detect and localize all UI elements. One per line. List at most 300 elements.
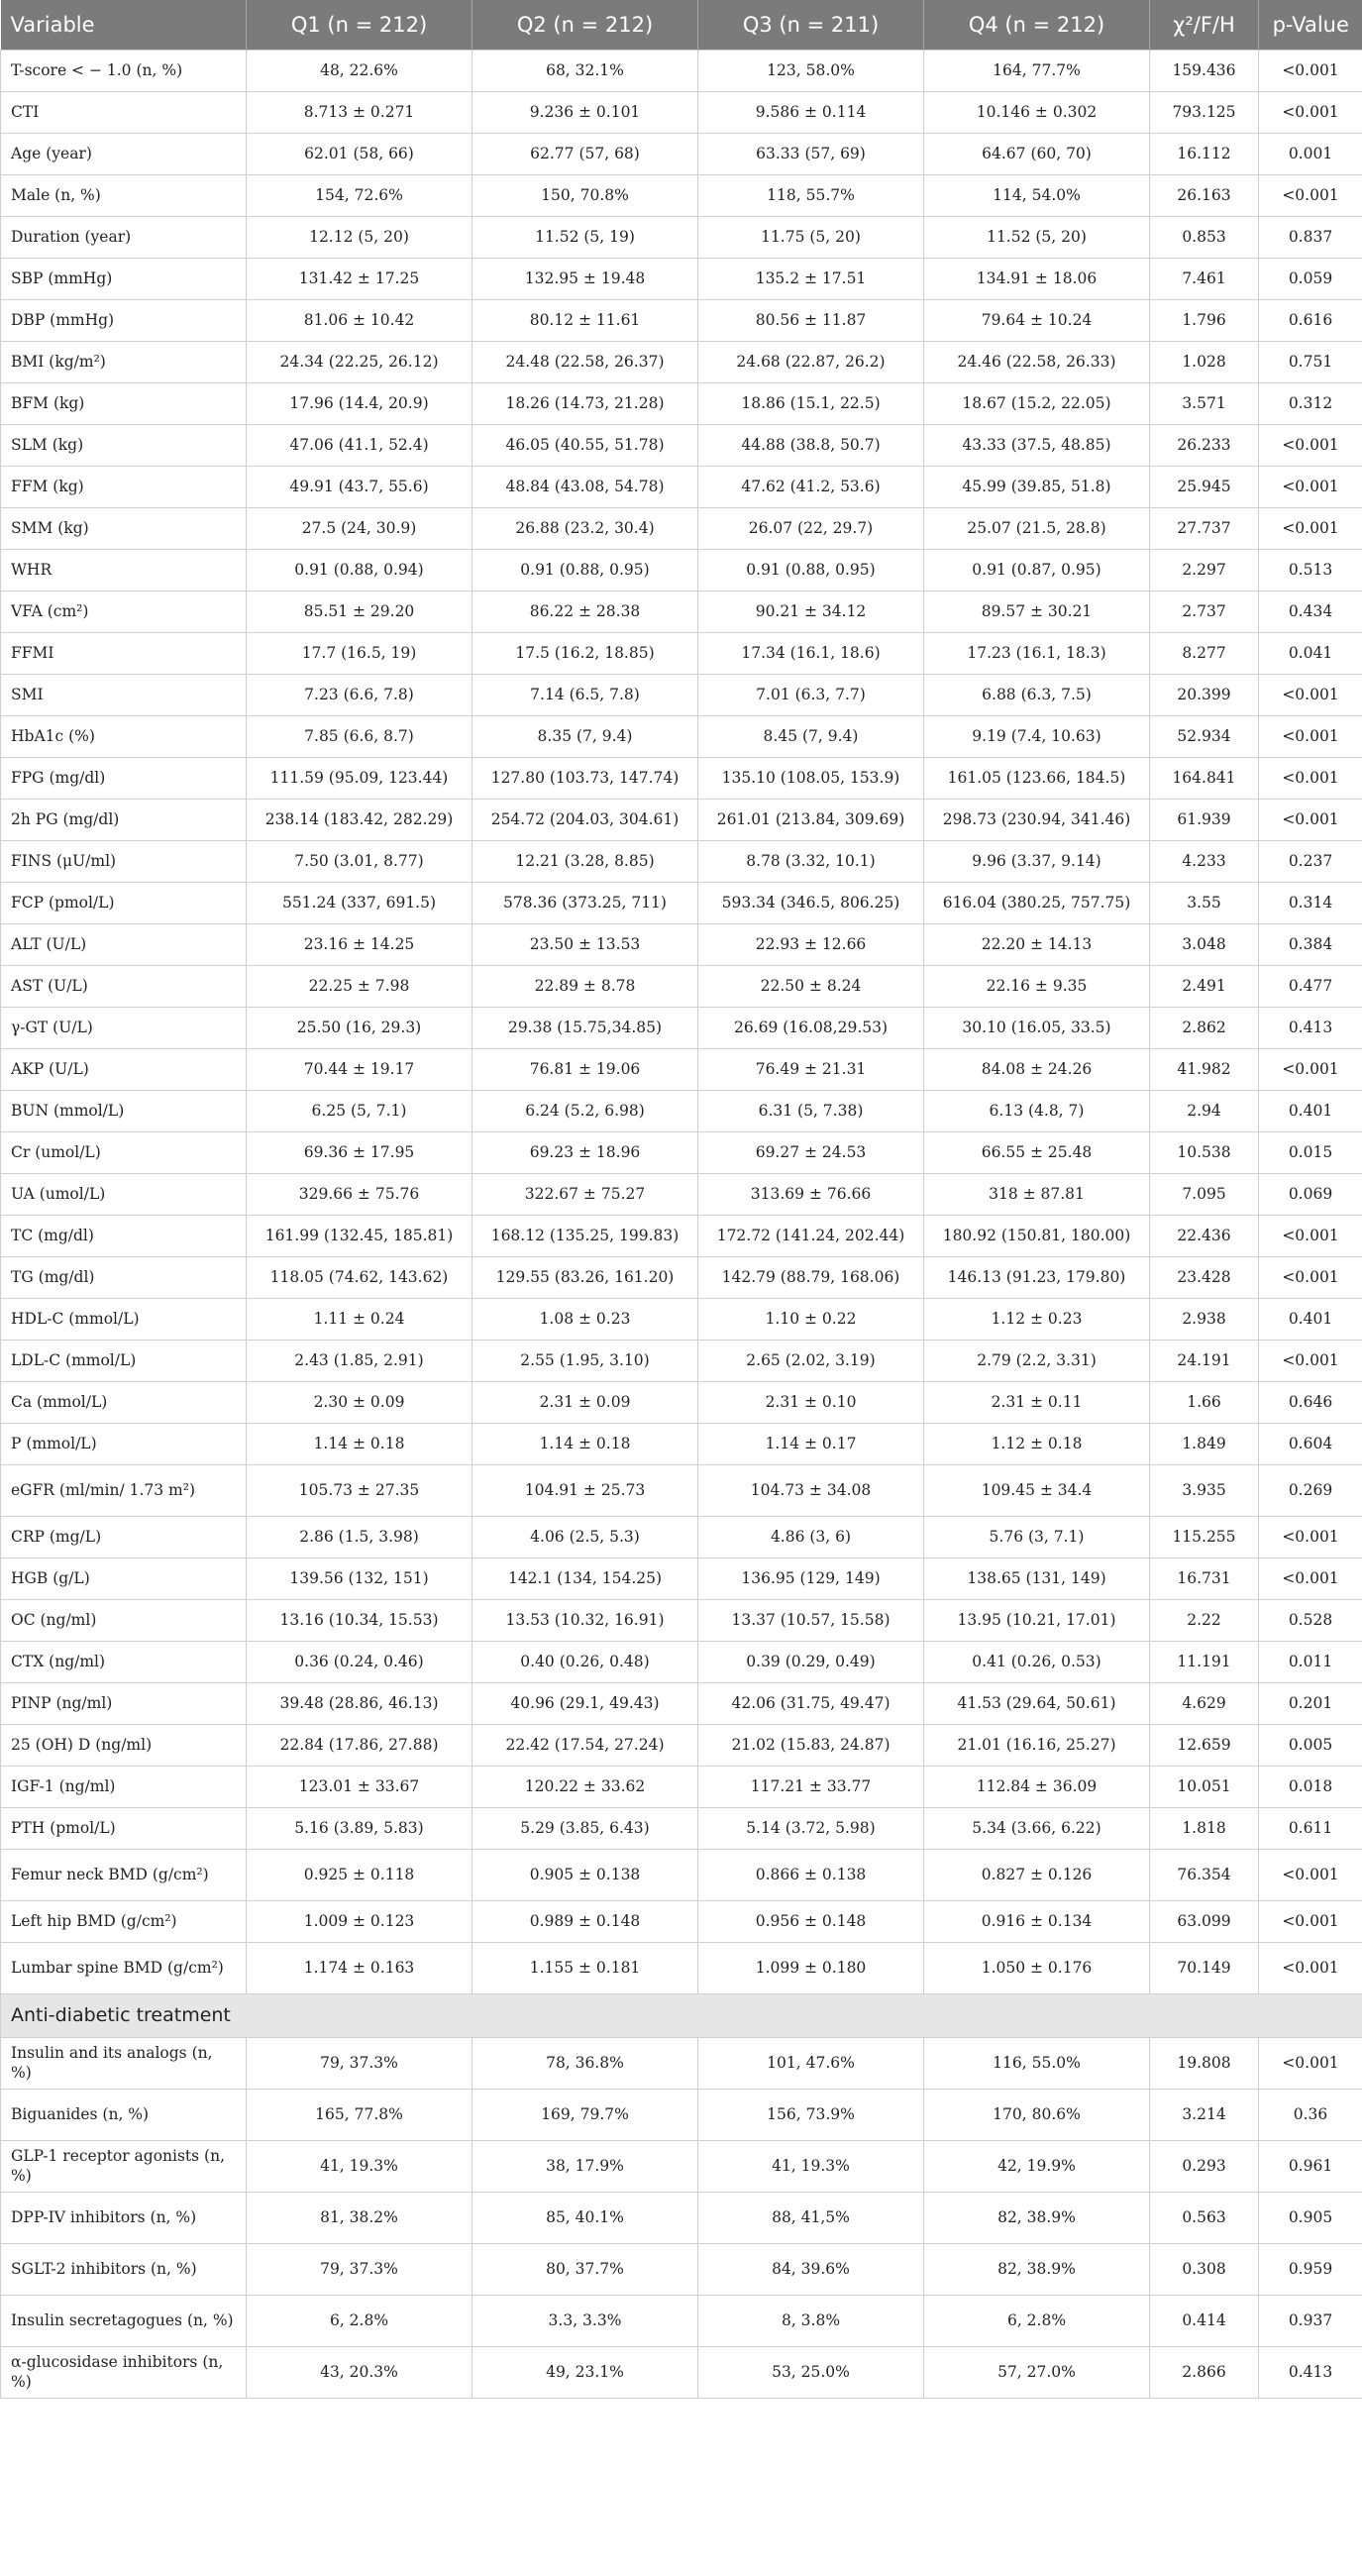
q2-cell: 49, 23.1%: [472, 2347, 698, 2399]
q4-cell: 6, 2.8%: [924, 2296, 1150, 2347]
q3-cell: 26.69 (16.08,29.53): [698, 1008, 924, 1049]
table-row: [1, 259, 1362, 300]
q2-cell: 127.80 (103.73, 147.74): [472, 758, 698, 800]
p-value-cell: <0.001: [1259, 508, 1362, 550]
statistic-cell: 2.862: [1150, 1008, 1259, 1049]
q3-cell: 4.86 (3, 6): [698, 1517, 924, 1558]
q1-cell: 79, 37.3%: [247, 2244, 472, 2296]
variable-cell: SLM (kg): [1, 425, 247, 467]
q3-cell: 90.21 ± 34.12: [698, 591, 924, 633]
table-row: [1, 1683, 1362, 1725]
statistic-cell: 0.563: [1150, 2193, 1259, 2244]
q1-cell: 6, 2.8%: [247, 2296, 472, 2347]
table-row: [1, 1132, 1362, 1174]
p-value-cell: 0.604: [1259, 1424, 1362, 1465]
variable-cell: Age (year): [1, 134, 247, 175]
statistic-cell: 3.048: [1150, 924, 1259, 966]
variable-cell: FINS (μU/ml): [1, 841, 247, 883]
q3-cell: 118, 55.7%: [698, 175, 924, 217]
q3-cell: 7.01 (6.3, 7.7): [698, 675, 924, 716]
q4-cell: 42, 19.9%: [924, 2141, 1150, 2193]
p-value-cell: 0.069: [1259, 1174, 1362, 1216]
q4-cell: 164, 77.7%: [924, 51, 1150, 92]
q1-cell: 41, 19.3%: [247, 2141, 472, 2193]
q1-cell: 22.84 (17.86, 27.88): [247, 1725, 472, 1767]
q4-cell: 43.33 (37.5, 48.85): [924, 425, 1150, 467]
q4-cell: 1.12 ± 0.18: [924, 1424, 1150, 1465]
p-value-cell: 0.961: [1259, 2141, 1362, 2193]
q3-cell: 1.10 ± 0.22: [698, 1299, 924, 1341]
q1-cell: 238.14 (183.42, 282.29): [247, 800, 472, 841]
variable-cell: FFM (kg): [1, 467, 247, 508]
variable-cell: AKP (U/L): [1, 1049, 247, 1091]
q2-cell: 11.52 (5, 19): [472, 217, 698, 259]
statistic-cell: 24.191: [1150, 1341, 1259, 1382]
q2-cell: 0.905 ± 0.138: [472, 1850, 698, 1901]
statistic-cell: 27.737: [1150, 508, 1259, 550]
q1-cell: 111.59 (95.09, 123.44): [247, 758, 472, 800]
table-row: [1, 175, 1362, 217]
table-row: [1, 1517, 1362, 1558]
q1-cell: 161.99 (132.45, 185.81): [247, 1216, 472, 1257]
statistic-cell: 3.935: [1150, 1465, 1259, 1517]
q2-cell: 150, 70.8%: [472, 175, 698, 217]
variable-cell: Insulin secretagogues (n, %): [1, 2296, 247, 2347]
statistic-cell: 26.233: [1150, 425, 1259, 467]
q2-cell: 80.12 ± 11.61: [472, 300, 698, 342]
statistic-cell: 52.934: [1150, 716, 1259, 758]
header-p-value: p-Value: [1259, 0, 1362, 51]
q3-cell: 135.2 ± 17.51: [698, 259, 924, 300]
table-row: [1, 2141, 1362, 2193]
q1-cell: 7.23 (6.6, 7.8): [247, 675, 472, 716]
statistic-cell: 22.436: [1150, 1216, 1259, 1257]
table-row: [1, 800, 1362, 841]
q4-cell: 79.64 ± 10.24: [924, 300, 1150, 342]
p-value-cell: 0.059: [1259, 259, 1362, 300]
p-value-cell: <0.001: [1259, 1850, 1362, 1901]
q3-cell: 156, 73.9%: [698, 2090, 924, 2141]
p-value-cell: 0.413: [1259, 2347, 1362, 2399]
table-row: [1, 1767, 1362, 1808]
q4-cell: 82, 38.9%: [924, 2193, 1150, 2244]
q1-cell: 69.36 ± 17.95: [247, 1132, 472, 1174]
q2-cell: 24.48 (22.58, 26.37): [472, 342, 698, 383]
q2-cell: 132.95 ± 19.48: [472, 259, 698, 300]
q1-cell: 22.25 ± 7.98: [247, 966, 472, 1008]
p-value-cell: <0.001: [1259, 1517, 1362, 1558]
statistic-cell: 0.414: [1150, 2296, 1259, 2347]
q1-cell: 7.85 (6.6, 8.7): [247, 716, 472, 758]
q2-cell: 578.36 (373.25, 711): [472, 883, 698, 924]
q4-cell: 66.55 ± 25.48: [924, 1132, 1150, 1174]
p-value-cell: 0.314: [1259, 883, 1362, 924]
table-row: [1, 1850, 1362, 1901]
statistic-cell: 23.428: [1150, 1257, 1259, 1299]
p-value-cell: <0.001: [1259, 1341, 1362, 1382]
q2-cell: 5.29 (3.85, 6.43): [472, 1808, 698, 1850]
q4-cell: 84.08 ± 24.26: [924, 1049, 1150, 1091]
q2-cell: 1.14 ± 0.18: [472, 1424, 698, 1465]
q3-cell: 593.34 (346.5, 806.25): [698, 883, 924, 924]
q4-cell: 298.73 (230.94, 341.46): [924, 800, 1150, 841]
q1-cell: 1.174 ± 0.163: [247, 1943, 472, 1994]
table-row: [1, 1174, 1362, 1216]
q3-cell: 88, 41,5%: [698, 2193, 924, 2244]
table-row: [1, 508, 1362, 550]
q2-cell: 23.50 ± 13.53: [472, 924, 698, 966]
q1-cell: 551.24 (337, 691.5): [247, 883, 472, 924]
statistic-cell: 3.571: [1150, 383, 1259, 425]
q4-cell: 11.52 (5, 20): [924, 217, 1150, 259]
variable-cell: BMI (kg/m²): [1, 342, 247, 383]
q2-cell: 12.21 (3.28, 8.85): [472, 841, 698, 883]
q4-cell: 116, 55.0%: [924, 2038, 1150, 2090]
p-value-cell: <0.001: [1259, 675, 1362, 716]
q3-cell: 142.79 (88.79, 168.06): [698, 1257, 924, 1299]
statistic-cell: 7.461: [1150, 259, 1259, 300]
p-value-cell: 0.237: [1259, 841, 1362, 883]
variable-cell: Cr (umol/L): [1, 1132, 247, 1174]
statistic-cell: 25.945: [1150, 467, 1259, 508]
q1-cell: 81, 38.2%: [247, 2193, 472, 2244]
q3-cell: 0.956 ± 0.148: [698, 1901, 924, 1943]
p-value-cell: 0.434: [1259, 591, 1362, 633]
variable-cell: UA (umol/L): [1, 1174, 247, 1216]
p-value-cell: 0.611: [1259, 1808, 1362, 1850]
q3-cell: 101, 47.6%: [698, 2038, 924, 2090]
p-value-cell: 0.528: [1259, 1600, 1362, 1642]
table-row: [1, 383, 1362, 425]
p-value-cell: 0.001: [1259, 134, 1362, 175]
statistic-cell: 41.982: [1150, 1049, 1259, 1091]
header-q3: Q3 (n = 211): [698, 0, 924, 51]
p-value-cell: <0.001: [1259, 1943, 1362, 1994]
variable-cell: FCP (pmol/L): [1, 883, 247, 924]
table-row: [1, 1465, 1362, 1517]
q1-cell: 2.86 (1.5, 3.98): [247, 1517, 472, 1558]
statistic-cell: 1.849: [1150, 1424, 1259, 1465]
table-body: [1, 51, 1362, 2399]
p-value-cell: <0.001: [1259, 51, 1362, 92]
q3-cell: 80.56 ± 11.87: [698, 300, 924, 342]
header-row: [1, 0, 1362, 51]
header-q1: Q1 (n = 212): [247, 0, 472, 51]
q3-cell: 136.95 (129, 149): [698, 1558, 924, 1600]
statistic-cell: 1.796: [1150, 300, 1259, 342]
p-value-cell: 0.36: [1259, 2090, 1362, 2141]
variable-cell: ALT (U/L): [1, 924, 247, 966]
q2-cell: 9.236 ± 0.101: [472, 92, 698, 134]
q1-cell: 139.56 (132, 151): [247, 1558, 472, 1600]
q2-cell: 1.08 ± 0.23: [472, 1299, 698, 1341]
statistic-cell: 159.436: [1150, 51, 1259, 92]
q2-cell: 168.12 (135.25, 199.83): [472, 1216, 698, 1257]
q1-cell: 7.50 (3.01, 8.77): [247, 841, 472, 883]
q3-cell: 5.14 (3.72, 5.98): [698, 1808, 924, 1850]
q3-cell: 21.02 (15.83, 24.87): [698, 1725, 924, 1767]
q3-cell: 9.586 ± 0.114: [698, 92, 924, 134]
variable-cell: Duration (year): [1, 217, 247, 259]
q4-cell: 1.12 ± 0.23: [924, 1299, 1150, 1341]
table-row: [1, 300, 1362, 342]
q1-cell: 5.16 (3.89, 5.83): [247, 1808, 472, 1850]
q4-cell: 112.84 ± 36.09: [924, 1767, 1150, 1808]
p-value-cell: 0.312: [1259, 383, 1362, 425]
section-title: Anti-diabetic treatment: [1, 1994, 1362, 2038]
statistic-cell: 12.659: [1150, 1725, 1259, 1767]
q4-cell: 64.67 (60, 70): [924, 134, 1150, 175]
table-row: [1, 1901, 1362, 1943]
q1-cell: 1.14 ± 0.18: [247, 1424, 472, 1465]
variable-cell: HGB (g/L): [1, 1558, 247, 1600]
statistic-cell: 10.538: [1150, 1132, 1259, 1174]
variable-cell: DBP (mmHg): [1, 300, 247, 342]
table-row: [1, 966, 1362, 1008]
variable-cell: Ca (mmol/L): [1, 1382, 247, 1424]
statistic-cell: 20.399: [1150, 675, 1259, 716]
q2-cell: 0.989 ± 0.148: [472, 1901, 698, 1943]
q2-cell: 1.155 ± 0.181: [472, 1943, 698, 1994]
q3-cell: 22.50 ± 8.24: [698, 966, 924, 1008]
statistic-cell: 1.028: [1150, 342, 1259, 383]
q2-cell: 4.06 (2.5, 5.3): [472, 1517, 698, 1558]
q4-cell: 6.13 (4.8, 7): [924, 1091, 1150, 1132]
statistic-cell: 4.233: [1150, 841, 1259, 883]
statistic-cell: 0.853: [1150, 217, 1259, 259]
table-row: [1, 134, 1362, 175]
variable-cell: FPG (mg/dl): [1, 758, 247, 800]
q3-cell: 11.75 (5, 20): [698, 217, 924, 259]
q2-cell: 13.53 (10.32, 16.91): [472, 1600, 698, 1642]
table-row: [1, 2090, 1362, 2141]
q3-cell: 313.69 ± 76.66: [698, 1174, 924, 1216]
p-value-cell: 0.018: [1259, 1767, 1362, 1808]
q1-cell: 85.51 ± 29.20: [247, 591, 472, 633]
q4-cell: 5.34 (3.66, 6.22): [924, 1808, 1150, 1850]
variable-cell: Male (n, %): [1, 175, 247, 217]
q1-cell: 0.36 (0.24, 0.46): [247, 1642, 472, 1683]
statistic-cell: 2.297: [1150, 550, 1259, 591]
q2-cell: 2.55 (1.95, 3.10): [472, 1341, 698, 1382]
p-value-cell: 0.011: [1259, 1642, 1362, 1683]
statistic-cell: 1.66: [1150, 1382, 1259, 1424]
q2-cell: 86.22 ± 28.38: [472, 591, 698, 633]
variable-cell: GLP-1 receptor agonists (n, %): [1, 2141, 247, 2193]
q3-cell: 17.34 (16.1, 18.6): [698, 633, 924, 675]
q1-cell: 17.7 (16.5, 19): [247, 633, 472, 675]
header-variable: Variable: [1, 0, 247, 51]
table-row: [1, 550, 1362, 591]
q3-cell: 69.27 ± 24.53: [698, 1132, 924, 1174]
q4-cell: 0.41 (0.26, 0.53): [924, 1642, 1150, 1683]
table-row: [1, 1558, 1362, 1600]
q3-cell: 0.866 ± 0.138: [698, 1850, 924, 1901]
q2-cell: 2.31 ± 0.09: [472, 1382, 698, 1424]
q1-cell: 81.06 ± 10.42: [247, 300, 472, 342]
p-value-cell: <0.001: [1259, 1216, 1362, 1257]
q1-cell: 118.05 (74.62, 143.62): [247, 1257, 472, 1299]
variable-cell: DPP-IV inhibitors (n, %): [1, 2193, 247, 2244]
q4-cell: 180.92 (150.81, 180.00): [924, 1216, 1150, 1257]
table-row: [1, 924, 1362, 966]
statistic-cell: 2.22: [1150, 1600, 1259, 1642]
table-row: [1, 1808, 1362, 1850]
statistic-cell: 76.354: [1150, 1850, 1259, 1901]
q2-cell: 0.91 (0.88, 0.95): [472, 550, 698, 591]
q2-cell: 6.24 (5.2, 6.98): [472, 1091, 698, 1132]
statistic-cell: 10.051: [1150, 1767, 1259, 1808]
q1-cell: 2.43 (1.85, 2.91): [247, 1341, 472, 1382]
q3-cell: 6.31 (5, 7.38): [698, 1091, 924, 1132]
q1-cell: 154, 72.6%: [247, 175, 472, 217]
q4-cell: 2.79 (2.2, 3.31): [924, 1341, 1150, 1382]
q2-cell: 0.40 (0.26, 0.48): [472, 1642, 698, 1683]
statistic-cell: 70.149: [1150, 1943, 1259, 1994]
statistic-cell: 7.095: [1150, 1174, 1259, 1216]
table-row: [1, 675, 1362, 716]
table-row: [1, 633, 1362, 675]
q3-cell: 135.10 (108.05, 153.9): [698, 758, 924, 800]
q4-cell: 318 ± 87.81: [924, 1174, 1150, 1216]
q3-cell: 123, 58.0%: [698, 51, 924, 92]
variable-cell: LDL-C (mmol/L): [1, 1341, 247, 1382]
variable-cell: HbA1c (%): [1, 716, 247, 758]
variable-cell: SBP (mmHg): [1, 259, 247, 300]
variable-cell: Insulin and its analogs (n, %): [1, 2038, 247, 2090]
p-value-cell: <0.001: [1259, 92, 1362, 134]
table-row: [1, 2038, 1362, 2090]
p-value-cell: 0.384: [1259, 924, 1362, 966]
statistic-cell: 16.112: [1150, 134, 1259, 175]
q3-cell: 41, 19.3%: [698, 2141, 924, 2193]
table-row: [1, 92, 1362, 134]
table-row: [1, 1091, 1362, 1132]
q2-cell: 169, 79.7%: [472, 2090, 698, 2141]
table-row: [1, 1049, 1362, 1091]
table-row: [1, 1943, 1362, 1994]
table-row: [1, 342, 1362, 383]
variable-cell: TG (mg/dl): [1, 1257, 247, 1299]
q2-cell: 26.88 (23.2, 30.4): [472, 508, 698, 550]
q3-cell: 261.01 (213.84, 309.69): [698, 800, 924, 841]
p-value-cell: 0.041: [1259, 633, 1362, 675]
p-value-cell: 0.646: [1259, 1382, 1362, 1424]
table-row: [1, 1642, 1362, 1683]
table-row: [1, 716, 1362, 758]
q2-cell: 22.42 (17.54, 27.24): [472, 1725, 698, 1767]
variable-cell: IGF-1 (ng/ml): [1, 1767, 247, 1808]
q3-cell: 84, 39.6%: [698, 2244, 924, 2296]
variable-cell: SMI: [1, 675, 247, 716]
variable-cell: Biguanides (n, %): [1, 2090, 247, 2141]
q2-cell: 18.26 (14.73, 21.28): [472, 383, 698, 425]
q2-cell: 78, 36.8%: [472, 2038, 698, 2090]
q4-cell: 170, 80.6%: [924, 2090, 1150, 2141]
q3-cell: 44.88 (38.8, 50.7): [698, 425, 924, 467]
q1-cell: 17.96 (14.4, 20.9): [247, 383, 472, 425]
variable-cell: P (mmol/L): [1, 1424, 247, 1465]
q2-cell: 85, 40.1%: [472, 2193, 698, 2244]
q3-cell: 172.72 (141.24, 202.44): [698, 1216, 924, 1257]
q1-cell: 79, 37.3%: [247, 2038, 472, 2090]
section-row: [1, 1994, 1362, 2038]
table-row: [1, 425, 1362, 467]
variable-cell: CTI: [1, 92, 247, 134]
q1-cell: 39.48 (28.86, 46.13): [247, 1683, 472, 1725]
q4-cell: 134.91 ± 18.06: [924, 259, 1150, 300]
q3-cell: 1.099 ± 0.180: [698, 1943, 924, 1994]
p-value-cell: <0.001: [1259, 1257, 1362, 1299]
q3-cell: 0.39 (0.29, 0.49): [698, 1642, 924, 1683]
q1-cell: 27.5 (24, 30.9): [247, 508, 472, 550]
p-value-cell: 0.201: [1259, 1683, 1362, 1725]
q1-cell: 47.06 (41.1, 52.4): [247, 425, 472, 467]
q2-cell: 76.81 ± 19.06: [472, 1049, 698, 1091]
statistic-cell: 115.255: [1150, 1517, 1259, 1558]
statistic-cell: 8.277: [1150, 633, 1259, 675]
table-row: [1, 1008, 1362, 1049]
p-value-cell: 0.616: [1259, 300, 1362, 342]
table-row: [1, 2347, 1362, 2399]
p-value-cell: <0.001: [1259, 716, 1362, 758]
p-value-cell: 0.269: [1259, 1465, 1362, 1517]
statistic-cell: 1.818: [1150, 1808, 1259, 1850]
q3-cell: 53, 25.0%: [698, 2347, 924, 2399]
p-value-cell: <0.001: [1259, 467, 1362, 508]
q4-cell: 22.20 ± 14.13: [924, 924, 1150, 966]
q4-cell: 9.19 (7.4, 10.63): [924, 716, 1150, 758]
q1-cell: 23.16 ± 14.25: [247, 924, 472, 966]
statistic-cell: 2.938: [1150, 1299, 1259, 1341]
variable-cell: AST (U/L): [1, 966, 247, 1008]
q2-cell: 62.77 (57, 68): [472, 134, 698, 175]
p-value-cell: <0.001: [1259, 758, 1362, 800]
q4-cell: 138.65 (131, 149): [924, 1558, 1150, 1600]
p-value-cell: <0.001: [1259, 175, 1362, 217]
table-row: [1, 591, 1362, 633]
p-value-cell: 0.401: [1259, 1091, 1362, 1132]
q2-cell: 80, 37.7%: [472, 2244, 698, 2296]
header-q4: Q4 (n = 212): [924, 0, 1150, 51]
q3-cell: 42.06 (31.75, 49.47): [698, 1683, 924, 1725]
variable-cell: SGLT-2 inhibitors (n, %): [1, 2244, 247, 2296]
table-row: [1, 2193, 1362, 2244]
q1-cell: 48, 22.6%: [247, 51, 472, 92]
q1-cell: 1.11 ± 0.24: [247, 1299, 472, 1341]
p-value-cell: 0.413: [1259, 1008, 1362, 1049]
variable-cell: FFMI: [1, 633, 247, 675]
variable-cell: 2h PG (mg/dl): [1, 800, 247, 841]
q1-cell: 105.73 ± 27.35: [247, 1465, 472, 1517]
q3-cell: 2.65 (2.02, 3.19): [698, 1341, 924, 1382]
q2-cell: 120.22 ± 33.62: [472, 1767, 698, 1808]
q2-cell: 254.72 (204.03, 304.61): [472, 800, 698, 841]
q4-cell: 13.95 (10.21, 17.01): [924, 1600, 1150, 1642]
q1-cell: 70.44 ± 19.17: [247, 1049, 472, 1091]
p-value-cell: <0.001: [1259, 425, 1362, 467]
q4-cell: 30.10 (16.05, 33.5): [924, 1008, 1150, 1049]
q1-cell: 12.12 (5, 20): [247, 217, 472, 259]
variable-cell: eGFR (ml/min/ 1.73 m²): [1, 1465, 247, 1517]
q2-cell: 3.3, 3.3%: [472, 2296, 698, 2347]
q3-cell: 0.91 (0.88, 0.95): [698, 550, 924, 591]
q4-cell: 10.146 ± 0.302: [924, 92, 1150, 134]
q2-cell: 7.14 (6.5, 7.8): [472, 675, 698, 716]
q4-cell: 9.96 (3.37, 9.14): [924, 841, 1150, 883]
variable-cell: CTX (ng/ml): [1, 1642, 247, 1683]
q3-cell: 1.14 ± 0.17: [698, 1424, 924, 1465]
